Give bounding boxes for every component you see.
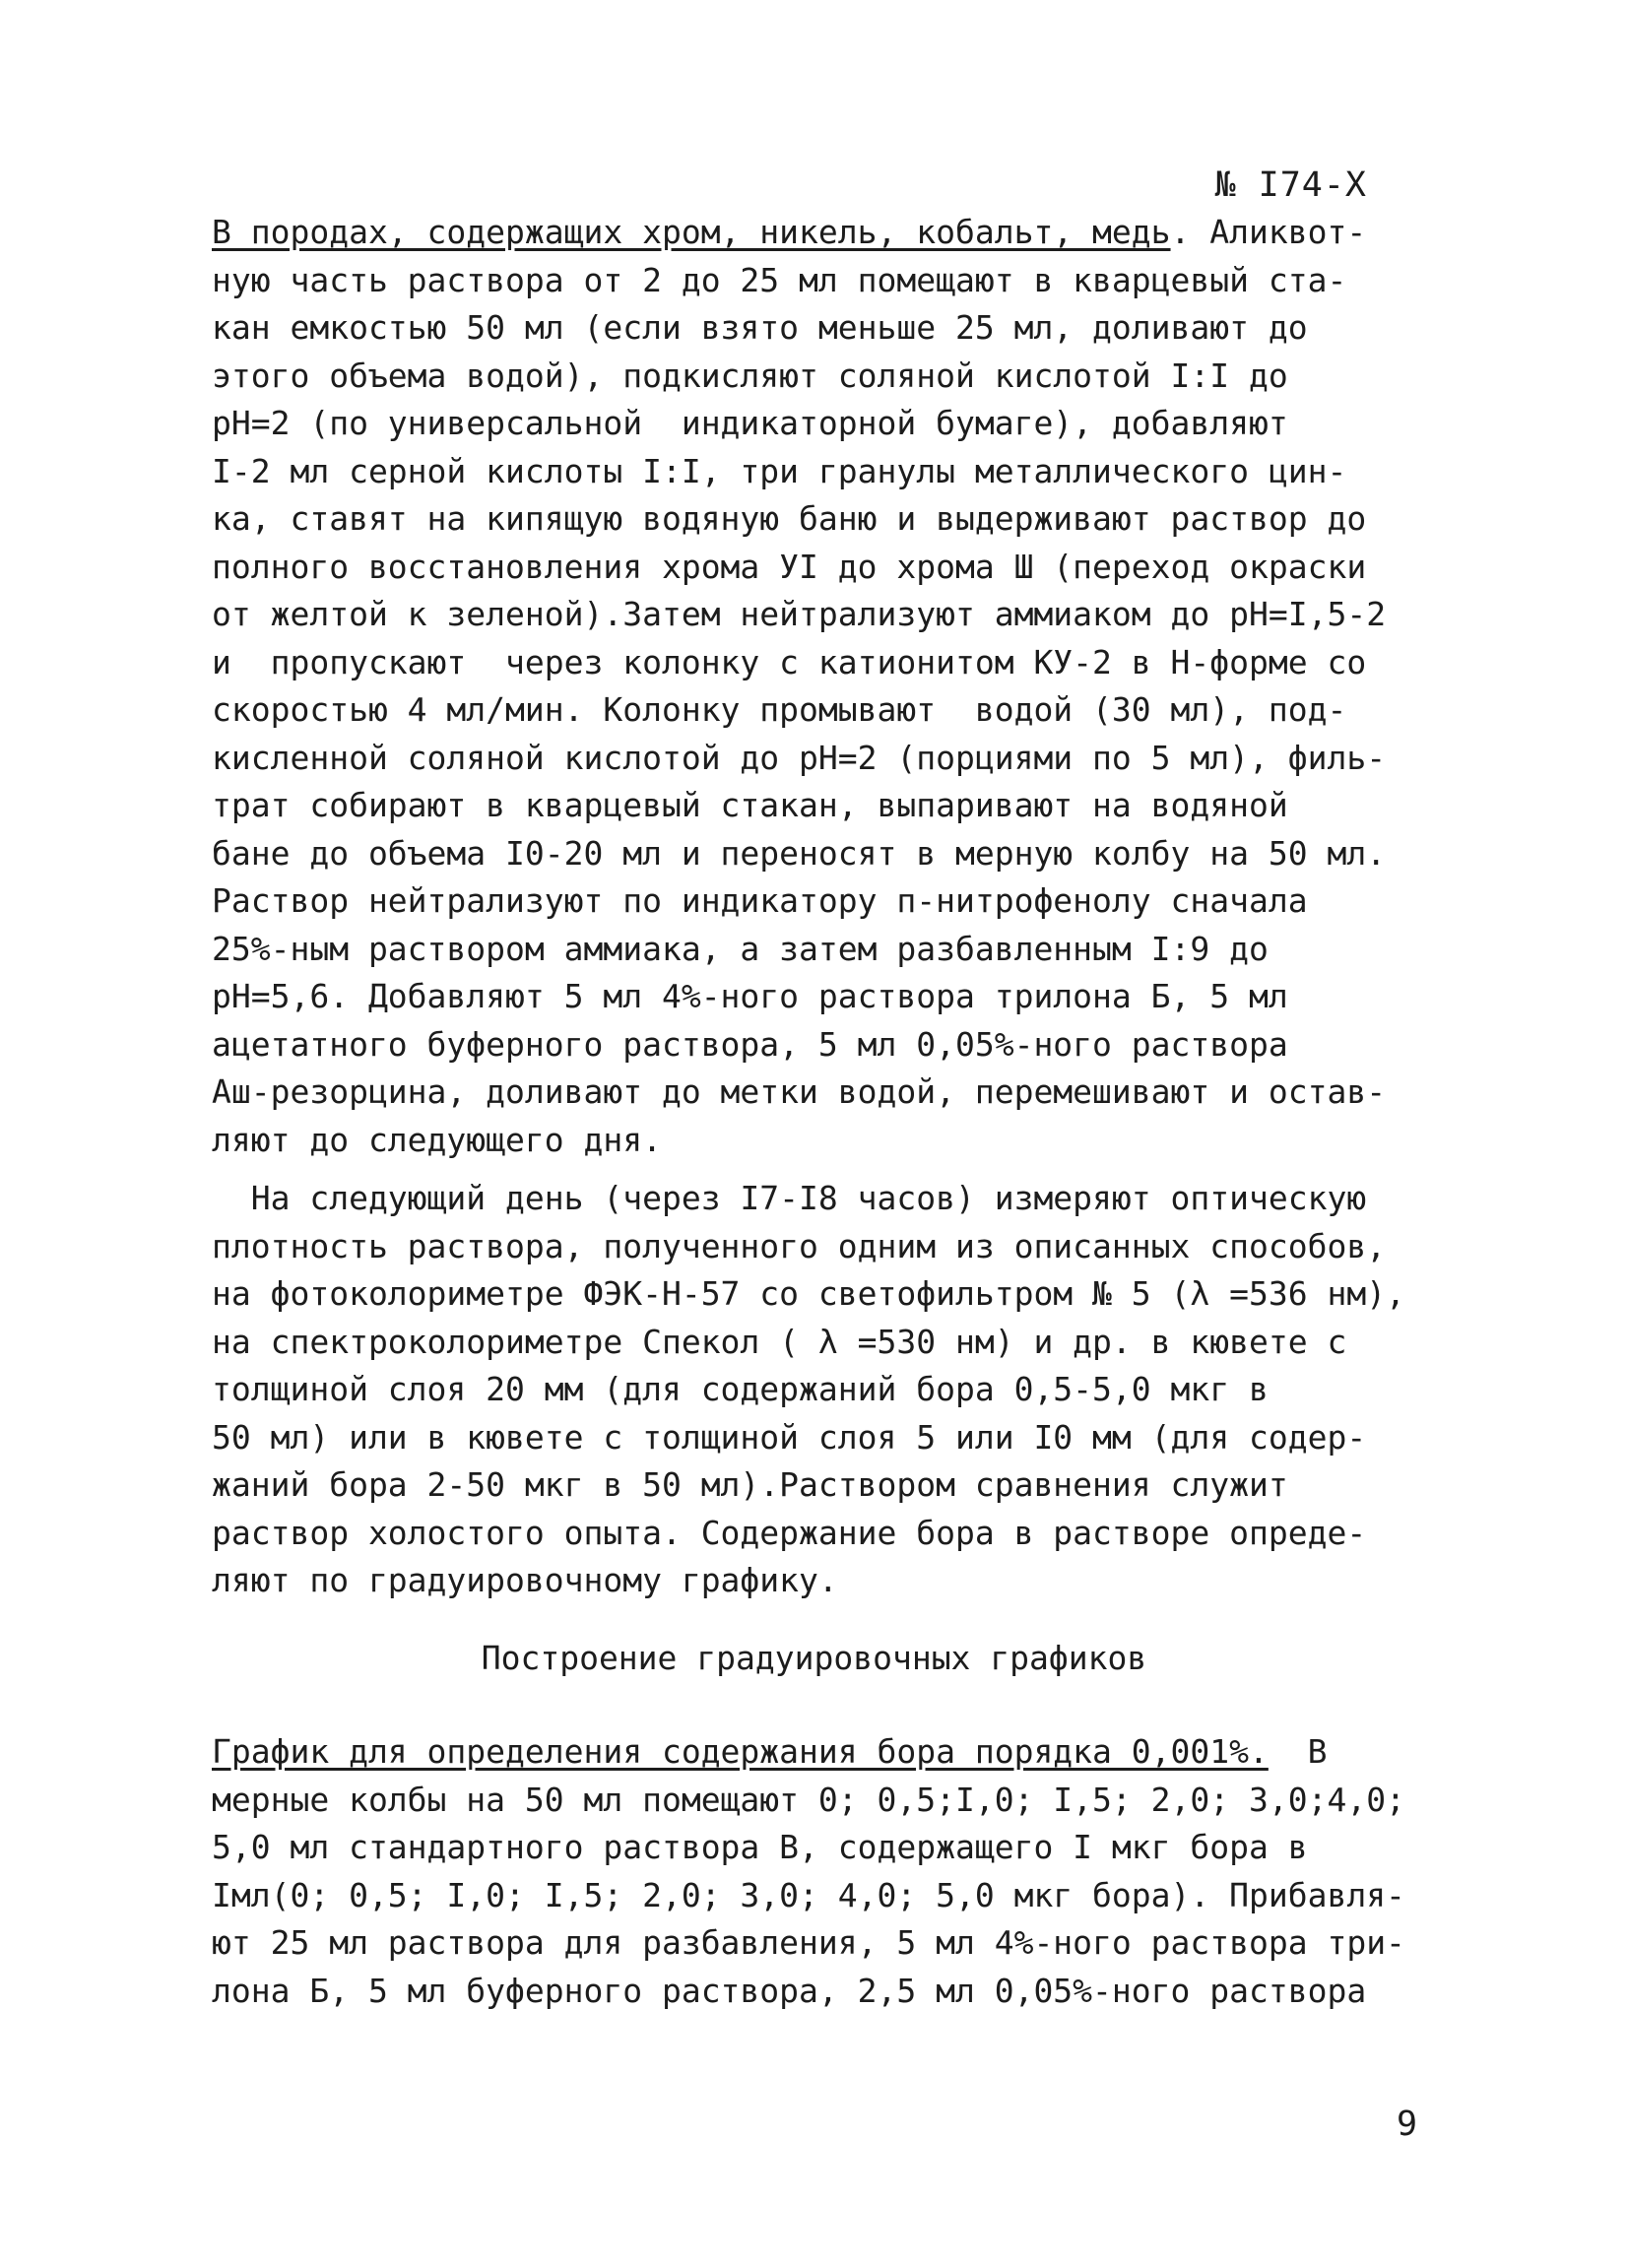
text-line: от желтой к зеленой).Затем нейтрализуют аммиаком до рН=I,5-2 <box>212 595 1387 633</box>
paragraph-calibration <box>212 1728 1433 2015</box>
section-title: Построение градуировочных графиков <box>481 1639 1147 1677</box>
text-line: рН=5,6. Добавляют 5 мл 4%-ного раствора трилона Б, 5 мл <box>212 977 1288 1015</box>
text-line: ют 25 мл раствора для разбавления, 5 мл 4%-ного раствора три- <box>212 1923 1405 1962</box>
text-line: трат собирают в кварцевый стакан, выпаривают на водяной <box>212 786 1288 824</box>
text-line: бане до объема I0-20 мл и переносят в мерную колбу на 50 мл. <box>212 833 1387 873</box>
text-line: ную часть раствора от 2 до 25 мл помещают в кварцевый ста- <box>212 260 1347 299</box>
text-line: График для определения содержания бора порядка 0,001%. В <box>212 1732 1328 1771</box>
text-line: скоростью 4 мл/мин. Колонку промывают водой (30 мл), под- <box>212 690 1347 729</box>
text-line: Аш-резорцина, доливают до метки водой, перемешивают и остав- <box>212 1072 1387 1111</box>
text-line: Iмл(0; 0,5; I,0; I,5; 2,0; 3,0; 4,0; 5,0 мкг бора). Прибавля- <box>212 1875 1405 1914</box>
text-line: I-2 мл серной кислоты I:I, три гранулы металлического цин- <box>212 451 1347 490</box>
paragraph-sample-prep <box>212 209 1433 1164</box>
text-line: этого объема водой), подкисляют соляной кислотой I:I до <box>212 356 1288 395</box>
text-line: кан емкостью 50 мл (если взято меньше 25 мл, доливают до <box>212 308 1308 347</box>
text-line: полного восстановления хрома УI до хрома Ш (переход окраски <box>212 547 1367 586</box>
text-line: В породах, содержащих хром, никель, кобальт, медь. Аликвот- <box>212 213 1367 251</box>
text-line: толщиной слоя 20 мм (для содержаний бора 0,5-5,0 мкг в <box>212 1370 1269 1408</box>
text-line: на спектроколориметре Спекол ( λ =530 нм) и др. в кювете с <box>212 1322 1347 1361</box>
text-line: На следующий день (через I7-I8 часов) измеряют оптическую <box>212 1179 1367 1217</box>
text-line: лона Б, 5 мл буферного раствора, 2,5 мл 0,05%-ного раствора <box>212 1971 1367 2010</box>
text-line: 5,0 мл стандартного раствора В, содержащего I мкг бора в <box>212 1828 1308 1866</box>
text-line: жаний бора 2-50 мкг в 50 мл).Раствором сравнения служит <box>212 1465 1288 1504</box>
text-line: кисленной соляной кислотой до рН=2 (порциями по 5 мл), филь- <box>212 738 1387 777</box>
text-line: мерные колбы на 50 мл помещают 0; 0,5;I,0; I,5; 2,0; 3,0;4,0; <box>212 1780 1405 1819</box>
text-line: и пропускают через колонку с катионитом КУ-2 в Н-форме со <box>212 642 1367 681</box>
text-line: 50 мл) или в кювете с толщиной слоя 5 или I0 мм (для содер- <box>212 1417 1367 1457</box>
text-line: 25%-ным раствором аммиака, а затем разбавленным I:9 до <box>212 929 1269 968</box>
text-line: раствор холостого опыта. Содержание бора в растворе опреде- <box>212 1513 1367 1552</box>
text-line: Раствор нейтрализуют по индикатору п-нитрофенолу сначала <box>212 881 1308 920</box>
text-line: ка, ставят на кипящую водяную баню и выдерживают раствор до <box>212 499 1367 538</box>
document-number: № I74-Х <box>1214 165 1367 205</box>
text-line: ляют до следующего дня. <box>212 1120 662 1159</box>
text-line: рН=2 (по универсальной индикаторной бумаге), добавляют <box>212 404 1288 442</box>
text-line: на фотоколориметре ФЭК-Н-57 со светофильтром № 5 (λ =536 нм), <box>212 1274 1405 1313</box>
paragraph-measurement <box>212 1175 1433 1605</box>
text-line: ацетатного буферного раствора, 5 мл 0,05%-ного раствора <box>212 1024 1288 1064</box>
text-line: плотность раствора, полученного одним из описанных способов, <box>212 1226 1387 1265</box>
text-line: ляют по градуировочному графику. <box>212 1561 838 1599</box>
underlined-heading: График для определения содержания бора порядка 0,001%. <box>212 1732 1269 1771</box>
page-number: 9 <box>1397 2105 1418 2144</box>
underlined-heading: В породах, содержащих хром, никель, кобальт, медь <box>212 213 1171 251</box>
